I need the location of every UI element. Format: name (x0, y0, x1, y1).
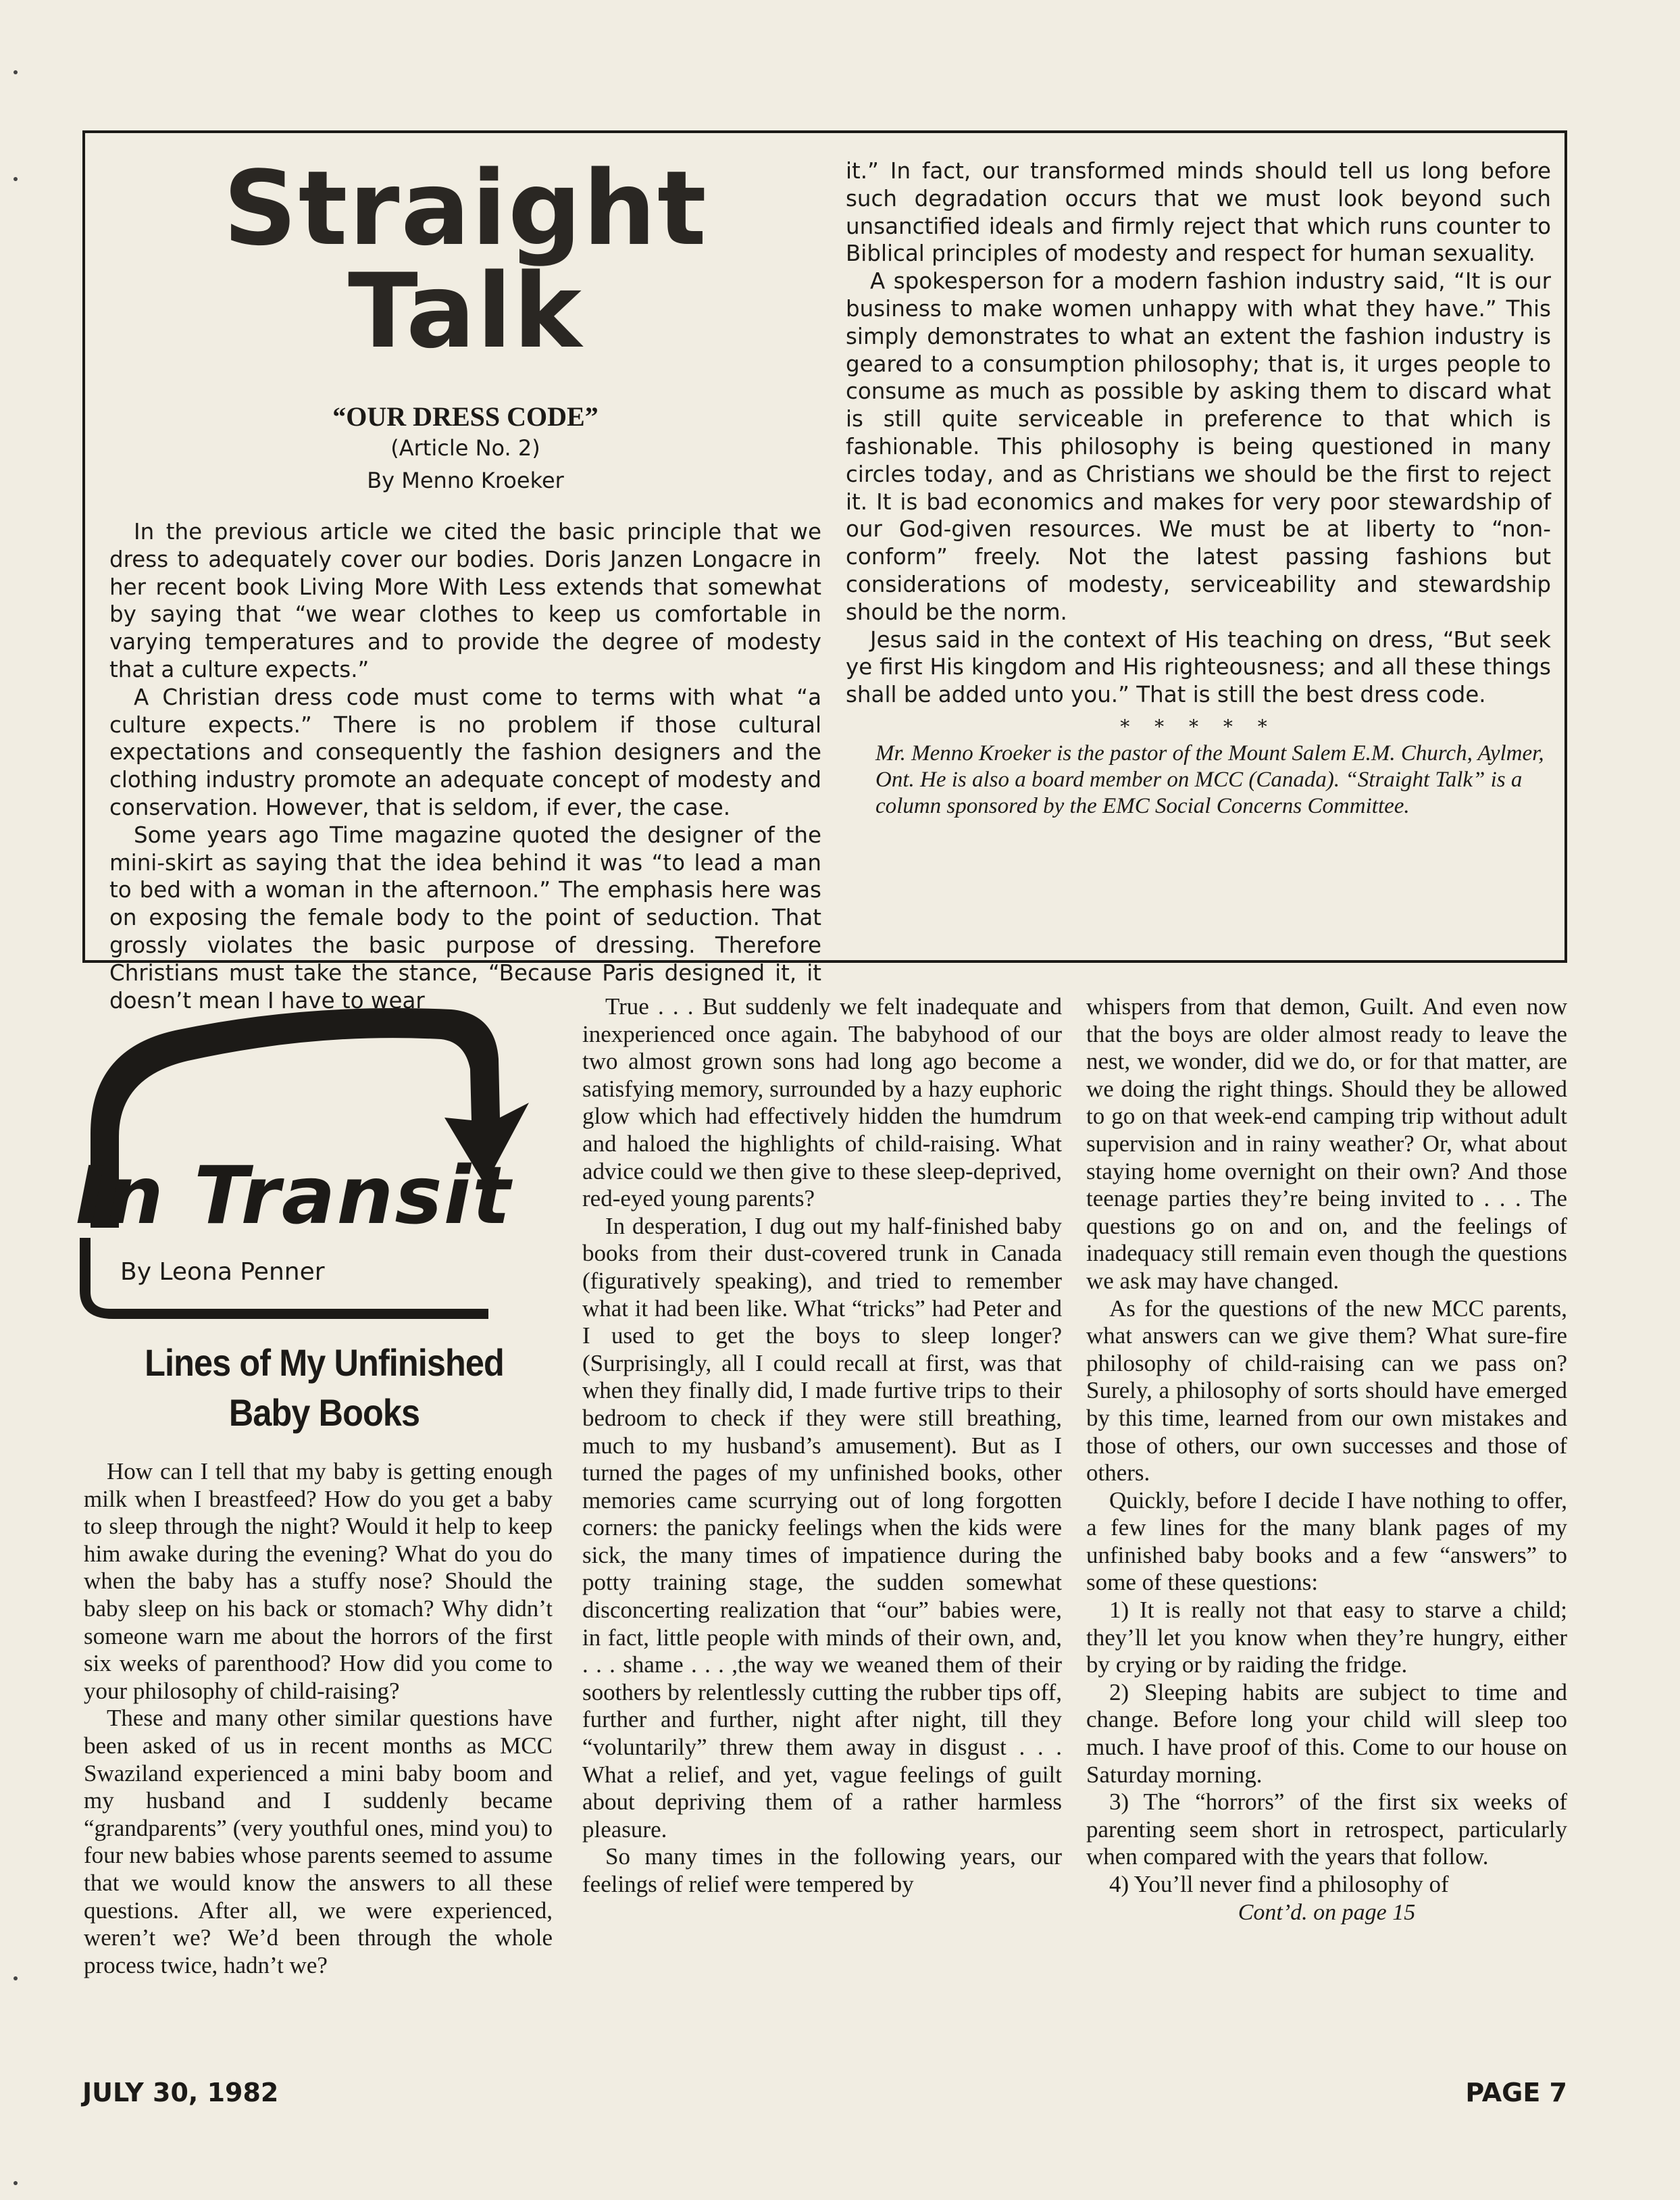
paragraph: True . . . But suddenly we felt inadequate and inexperienced once again. The babyhood of our two almost grown sons had long ago become a satisfying memory, surrounded by a hazy euphoric glow which had effectively hidden the humdrum and haloed the highlights of child-raising. What advice could we then give to these sleep-deprived, red-eyed young parents? (582, 993, 1062, 1212)
paragraph: In the previous article we cited the basic principle that we dress to adequately cover our bodies. Doris Janzen Longacre in her recent book Living More With Less extends that somewhat by saying that “we wear clothes to keep us comfortable in varying temperatures and to provide the degree of modesty that a culture expects.” (109, 519, 821, 682)
paragraph: 4) You’ll never find a philosophy of (1109, 1871, 1449, 1897)
in-transit-title: In Transit (76, 1149, 512, 1242)
paragraph: Some years ago Time magazine quoted the designer of the mini-skirt as saying that the idea behind it was “to lead a man to bed with a woman in the afternoon.” The emphasis here was on exposing the female body to the point of seduction. That grossly violates the basic purpose of dressing. Therefore Christians must take the stance, “Because Paris designed it, it doesn’t mean I have to wear (109, 822, 821, 1014)
in-transit-column-1 (84, 1458, 553, 1979)
paragraph: As for the questions of the new MCC parents, what answers can we give them? What sure-fire philosophy of child-raising can we pass on? Surely, a philosophy of sorts should have emerged by this time, learned from our own mistakes and those of others, our own successes and those of others. (1086, 1295, 1567, 1486)
paragraph: So many times in the following years, our feelings of relief were tempered by (582, 1843, 1062, 1897)
straight-talk-box (82, 130, 1567, 1014)
paragraph: A Christian dress code must come to terms with what “a culture expects.” There is no problem if those cultural expectations and consequently the fashion designers and the clothing industry promote an adequate concept of modesty and conservation. However, that is seldom, if ever, the case. (109, 684, 821, 820)
paragraph: In desperation, I dug out my half-finished baby books from their dust-covered trunk in Canada (figuratively speaking), and tried to remember what it had been like. What “tricks” had Peter and I used to get the boys to sleep longer? (Surprisingly, all I could recall at first, was that when they finally did, I made furtive trips to their bedroom to check if they were still breathing, much to my husband’s amusement). But as I turned the pages of my unfinished books, other memories came scurrying out of long forgotten corners: the panicky feelings when the kids were sick, the many times of impatience during the potty training stage, the sudden somewhat disconcerting realization that “our” babies were, in fact, little people with minds of their own, and, . . . shame . . . ,the way we weaned them of their soothers by relentlessly cutting the rubber tips off, further and further, night after night, till they “voluntarily” threw them away in disgust . . . What a relief, and yet, vague feelings of guilt about depriving them of a rather harmless pleasure. (582, 1212, 1062, 1843)
article-number: (Article No. 2) (390, 435, 540, 461)
straight-talk-byline: By Menno Kroeker (367, 468, 564, 493)
margin-speck (14, 2181, 18, 2185)
paragraph: 2) Sleeping habits are subject to time and change. Before long your child will sleep too much. I have proof of this. Come to our house on Saturday morning. (1086, 1678, 1567, 1788)
margin-speck (14, 177, 18, 181)
continued-note: Cont’d. on page 15 (1238, 1899, 1416, 1925)
in-transit-byline: By Leona Penner (120, 1258, 325, 1286)
paragraph: 3) The “horrors” of the first six weeks of parenting seem short in retrospect, particularly when compared with the years that follow. (1086, 1789, 1567, 1870)
margin-speck (14, 1976, 18, 1980)
footer-page-number: PAGE 7 (1465, 2078, 1567, 2107)
article-subtitle: “OUR DRESS CODE” (332, 401, 599, 432)
paragraph: These and many other similar questions have been asked of us in recent months as MCC Swaziland experienced a mini baby boom and my husband and I suddenly became “grandparents” (very youthful ones, mind you) to four new babies whose parents seemed to assume that we would know the answers to all these questions. After all, we were experienced, weren’t we? We’d been through the whole process twice, hadn’t we? (84, 1705, 553, 1978)
author-bio: Mr. Menno Kroeker is the pastor of the Mount Salem E.M. Church, Aylmer, Ont. He is also a board member on MCC (Canada). “Straight Talk” is a column sponsored by the EMC Social Concerns Committee. (875, 741, 1544, 818)
paragraph: 1) It is really not that easy to starve a child; they’ll let you know when they’re hungry, either by crying or by raiding the fridge. (1086, 1597, 1567, 1678)
footer-date: JULY 30, 1982 (82, 2078, 279, 2107)
paragraph: it.” In fact, our transformed minds should tell us long before such degradation occurs that we must look beyond such unsanctified ideals and firmly reject that which runs counter to Biblical principles of modesty and respect for human sexuality. (846, 158, 1551, 267)
in-transit-column-3 (1086, 993, 1567, 1926)
headline-line: Baby Books (228, 1391, 420, 1434)
article-headline (111, 1338, 537, 1438)
margin-speck (14, 70, 18, 74)
paragraph: Jesus said in the context of His teaching on dress, “But seek ye first His kingdom and His righteousness; and all these things shall be added unto you.” That is still the best dress code. (846, 626, 1551, 708)
separator-stars: * * * * * (1120, 715, 1277, 738)
paragraph: Quickly, before I decide I have nothing to offer, a few lines for the many blank pages of my unfinished baby books and a few “answers” to some of these questions: (1086, 1486, 1567, 1596)
headline-line: Lines of My Unfinished (145, 1341, 504, 1384)
paragraph: A spokesperson for a modern fashion industry said, “It is our business to make women unhappy with what they have.” This simply demonstrates to what an extent the fashion industry is geared to a consumption philosophy; that is, it urges people to consume as much as possible by asking them to discard what is still quite serviceable in preference to that which is fashionable. This philosophy is being questioned in many circles today, and as Christians we should be the first to reject it. It is bad economics and makes for very poor stewardship of our God-given resources. We must be at liberty to “non-conform” freely. Not the latest passing fashions but considerations of modesty, serviceability and stewardship should be the norm. (846, 268, 1551, 625)
straight-talk-left-column (109, 133, 821, 1014)
paragraph: whispers from that demon, Guilt. And even now that the boys are older almost ready to leave the nest, we wonder, did we do, or for that matter, are we doing the right things. Should they be allowed to go on that week-end camping trip without adult supervision and in rainy weather? Or, what about staying home overnight on their own? And those teenage parties they’re being invited to . . . The questions go on and on, and the feelings of inadequacy still remain even though the questions we ask may have changed. (1086, 993, 1567, 1294)
straight-talk-right-column (846, 157, 1551, 820)
in-transit-column-2 (582, 993, 1062, 1899)
paragraph: How can I tell that my baby is getting enough milk when I breastfeed? How do you get a baby to sleep through the night? Would it help to keep him awake during the evening? What do you do when the baby has a stuffy nose? Should the baby sleep on his back or stomach? Why didn’t someone warn me about the horrors of the first six weeks of parenthood? How did you come to your philosophy of child-raising? (84, 1458, 553, 1704)
straight-talk-title: Straight Talk (223, 149, 708, 371)
